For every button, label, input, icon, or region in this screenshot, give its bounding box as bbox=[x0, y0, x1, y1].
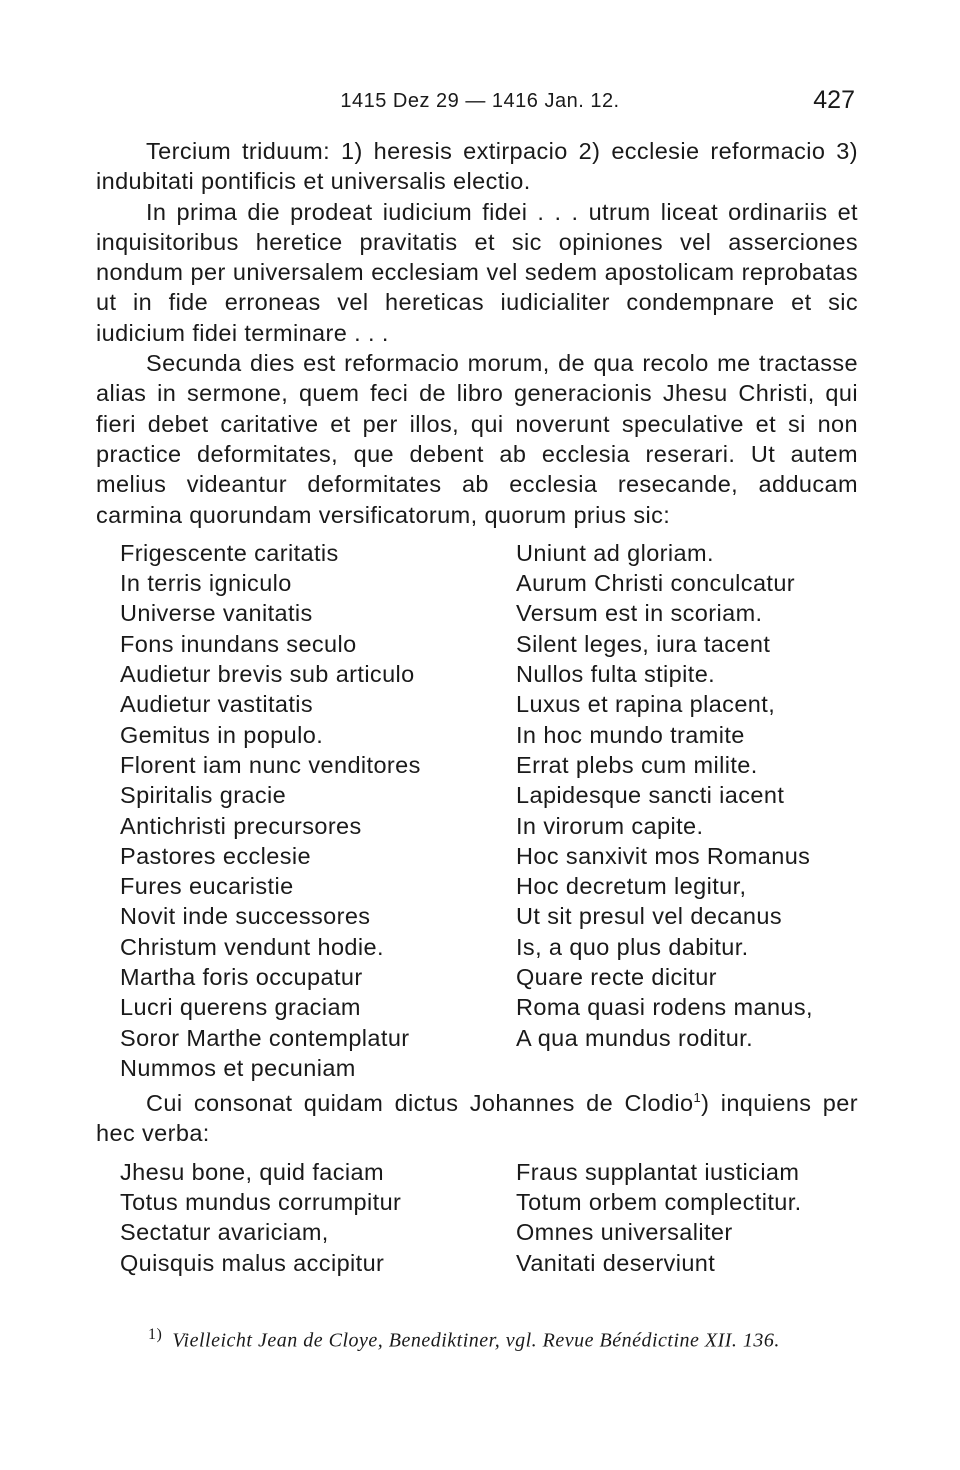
verse-line: Nummos et pecuniam bbox=[120, 1054, 356, 1081]
poem-2-left-column bbox=[120, 1157, 516, 1278]
verse-line: Gemitus in populo. bbox=[120, 721, 324, 748]
poem-2-right-column bbox=[516, 1157, 896, 1278]
verse-line: Hoc decretum legitur, bbox=[516, 873, 747, 900]
verse-line: Universe vanitatis bbox=[120, 600, 313, 627]
verse-line: Soror Marthe contemplatur bbox=[120, 1024, 410, 1051]
verse-line: Roma quasi rodens manus, bbox=[516, 994, 813, 1021]
verse-line: In terris igniculo bbox=[120, 570, 292, 597]
paragraph-3: Secunda dies est reformacio morum, de qua recolo me tractasse alias in sermone, quem feci de libro generacionis Jhesu Christi, qui fieri debet caritative et per illos, qui noverunt speculative et si non practice deformitates, que debent ab ecclesia reserari. Ut autem melius videantur deformitates ab ecclesia resecande, adducam carmina quorundam versificatorum, quorum prius sic: bbox=[96, 350, 858, 528]
verse-line: Hoc sanxivit mos Romanus bbox=[516, 842, 811, 869]
verse-line: Aurum Christi conculcatur bbox=[516, 570, 796, 597]
verse-line: Silent leges, iura tacent bbox=[516, 630, 771, 657]
verse-line: In virorum capite. bbox=[516, 812, 704, 839]
verse-line: Florent iam nunc venditores bbox=[120, 751, 421, 778]
poem-1-left-column bbox=[120, 538, 516, 1083]
verse-line: Is, a quo plus dabitur. bbox=[516, 933, 749, 960]
footnote-reference: 1 bbox=[693, 1090, 702, 1106]
paragraph-4-text: Cui consonat quidam dictus Johannes de Clodio bbox=[146, 1090, 694, 1117]
poem-1 bbox=[120, 538, 858, 1083]
paragraph-1: Tercium triduum: 1) heresis extirpacio 2) ecclesie reformacio 3) indubitati pontificis et universalis electio. bbox=[96, 138, 858, 195]
verse-line: Uniunt ad gloriam. bbox=[516, 539, 714, 566]
verse-line: Frigescente caritatis bbox=[120, 539, 339, 566]
verse-line: Fraus supplantat iusticiam bbox=[516, 1158, 800, 1185]
verse-line: In hoc mundo tramite bbox=[516, 721, 745, 748]
verse-line: Spiritalis gracie bbox=[120, 782, 287, 809]
verse-line: Jhesu bone, quid faciam bbox=[120, 1158, 384, 1185]
verse-line: Antichristi precursores bbox=[120, 812, 362, 839]
paragraph-2: In prima die prodeat iudicium fidei . . . utrum liceat ordinariis et inquisitoribus heretice pravitatis et sic opiniones vel asserciones nondum per universalem ecclesiam vel sedem apostolicam reprobatas ut in fide erroneas vel hereticas iudicialiter condempnare et sic iudicium fidei terminare . . . bbox=[96, 198, 858, 346]
poem-1-right-column bbox=[516, 538, 896, 1083]
verse-line: Lapidesque sancti iacent bbox=[516, 782, 785, 809]
body-text bbox=[96, 136, 858, 1278]
verse-line: Fons inundans seculo bbox=[120, 630, 357, 657]
page-number: 427 bbox=[813, 86, 855, 114]
poem-2 bbox=[120, 1157, 858, 1278]
footnote bbox=[148, 1326, 780, 1353]
footnote-mark: 1) bbox=[148, 1326, 163, 1343]
verse-line: Sectatur avariciam, bbox=[120, 1219, 329, 1246]
verse-line: Audietur brevis sub articulo bbox=[120, 661, 415, 688]
verse-line: Lucri querens graciam bbox=[120, 994, 361, 1021]
running-title: 1415 Dez 29 — 1416 Jan. 12. bbox=[340, 90, 620, 112]
verse-line: Ut sit presul vel decanus bbox=[516, 903, 783, 930]
paragraph-4-text-end: ) inquiens per hec verba: bbox=[96, 1090, 858, 1147]
verse-line: Totus mundus corrumpitur bbox=[120, 1188, 402, 1215]
verse-line: A qua mundus roditur. bbox=[516, 1024, 754, 1051]
verse-line: Audietur vastitatis bbox=[120, 691, 314, 718]
verse-line: Christum vendunt hodie. bbox=[120, 933, 384, 960]
verse-line: Quare recte dicitur bbox=[516, 964, 717, 991]
verse-line: Martha foris occupatur bbox=[120, 964, 363, 991]
verse-line: Fures eucaristie bbox=[120, 873, 294, 900]
verse-line: Totum orbem complectitur. bbox=[516, 1188, 802, 1215]
verse-line: Vanitati deserviunt bbox=[516, 1249, 716, 1276]
verse-line: Errat plebs cum milite. bbox=[516, 751, 758, 778]
verse-line: Quisquis malus accipitur bbox=[120, 1249, 385, 1276]
paragraph-4 bbox=[96, 1083, 858, 1148]
footnote-text: Vielleicht Jean de Cloye, Benediktiner, vgl. Revue Bénédictine XII. 136. bbox=[172, 1329, 780, 1352]
verse-line: Omnes universaliter bbox=[516, 1219, 733, 1246]
verse-line: Versum est in scoriam. bbox=[516, 600, 763, 627]
verse-line: Pastores ecclesie bbox=[120, 842, 311, 869]
verse-line: Luxus et rapina placent, bbox=[516, 691, 776, 718]
verse-line: Nullos fulta stipite. bbox=[516, 661, 716, 688]
verse-line: Novit inde successores bbox=[120, 903, 371, 930]
